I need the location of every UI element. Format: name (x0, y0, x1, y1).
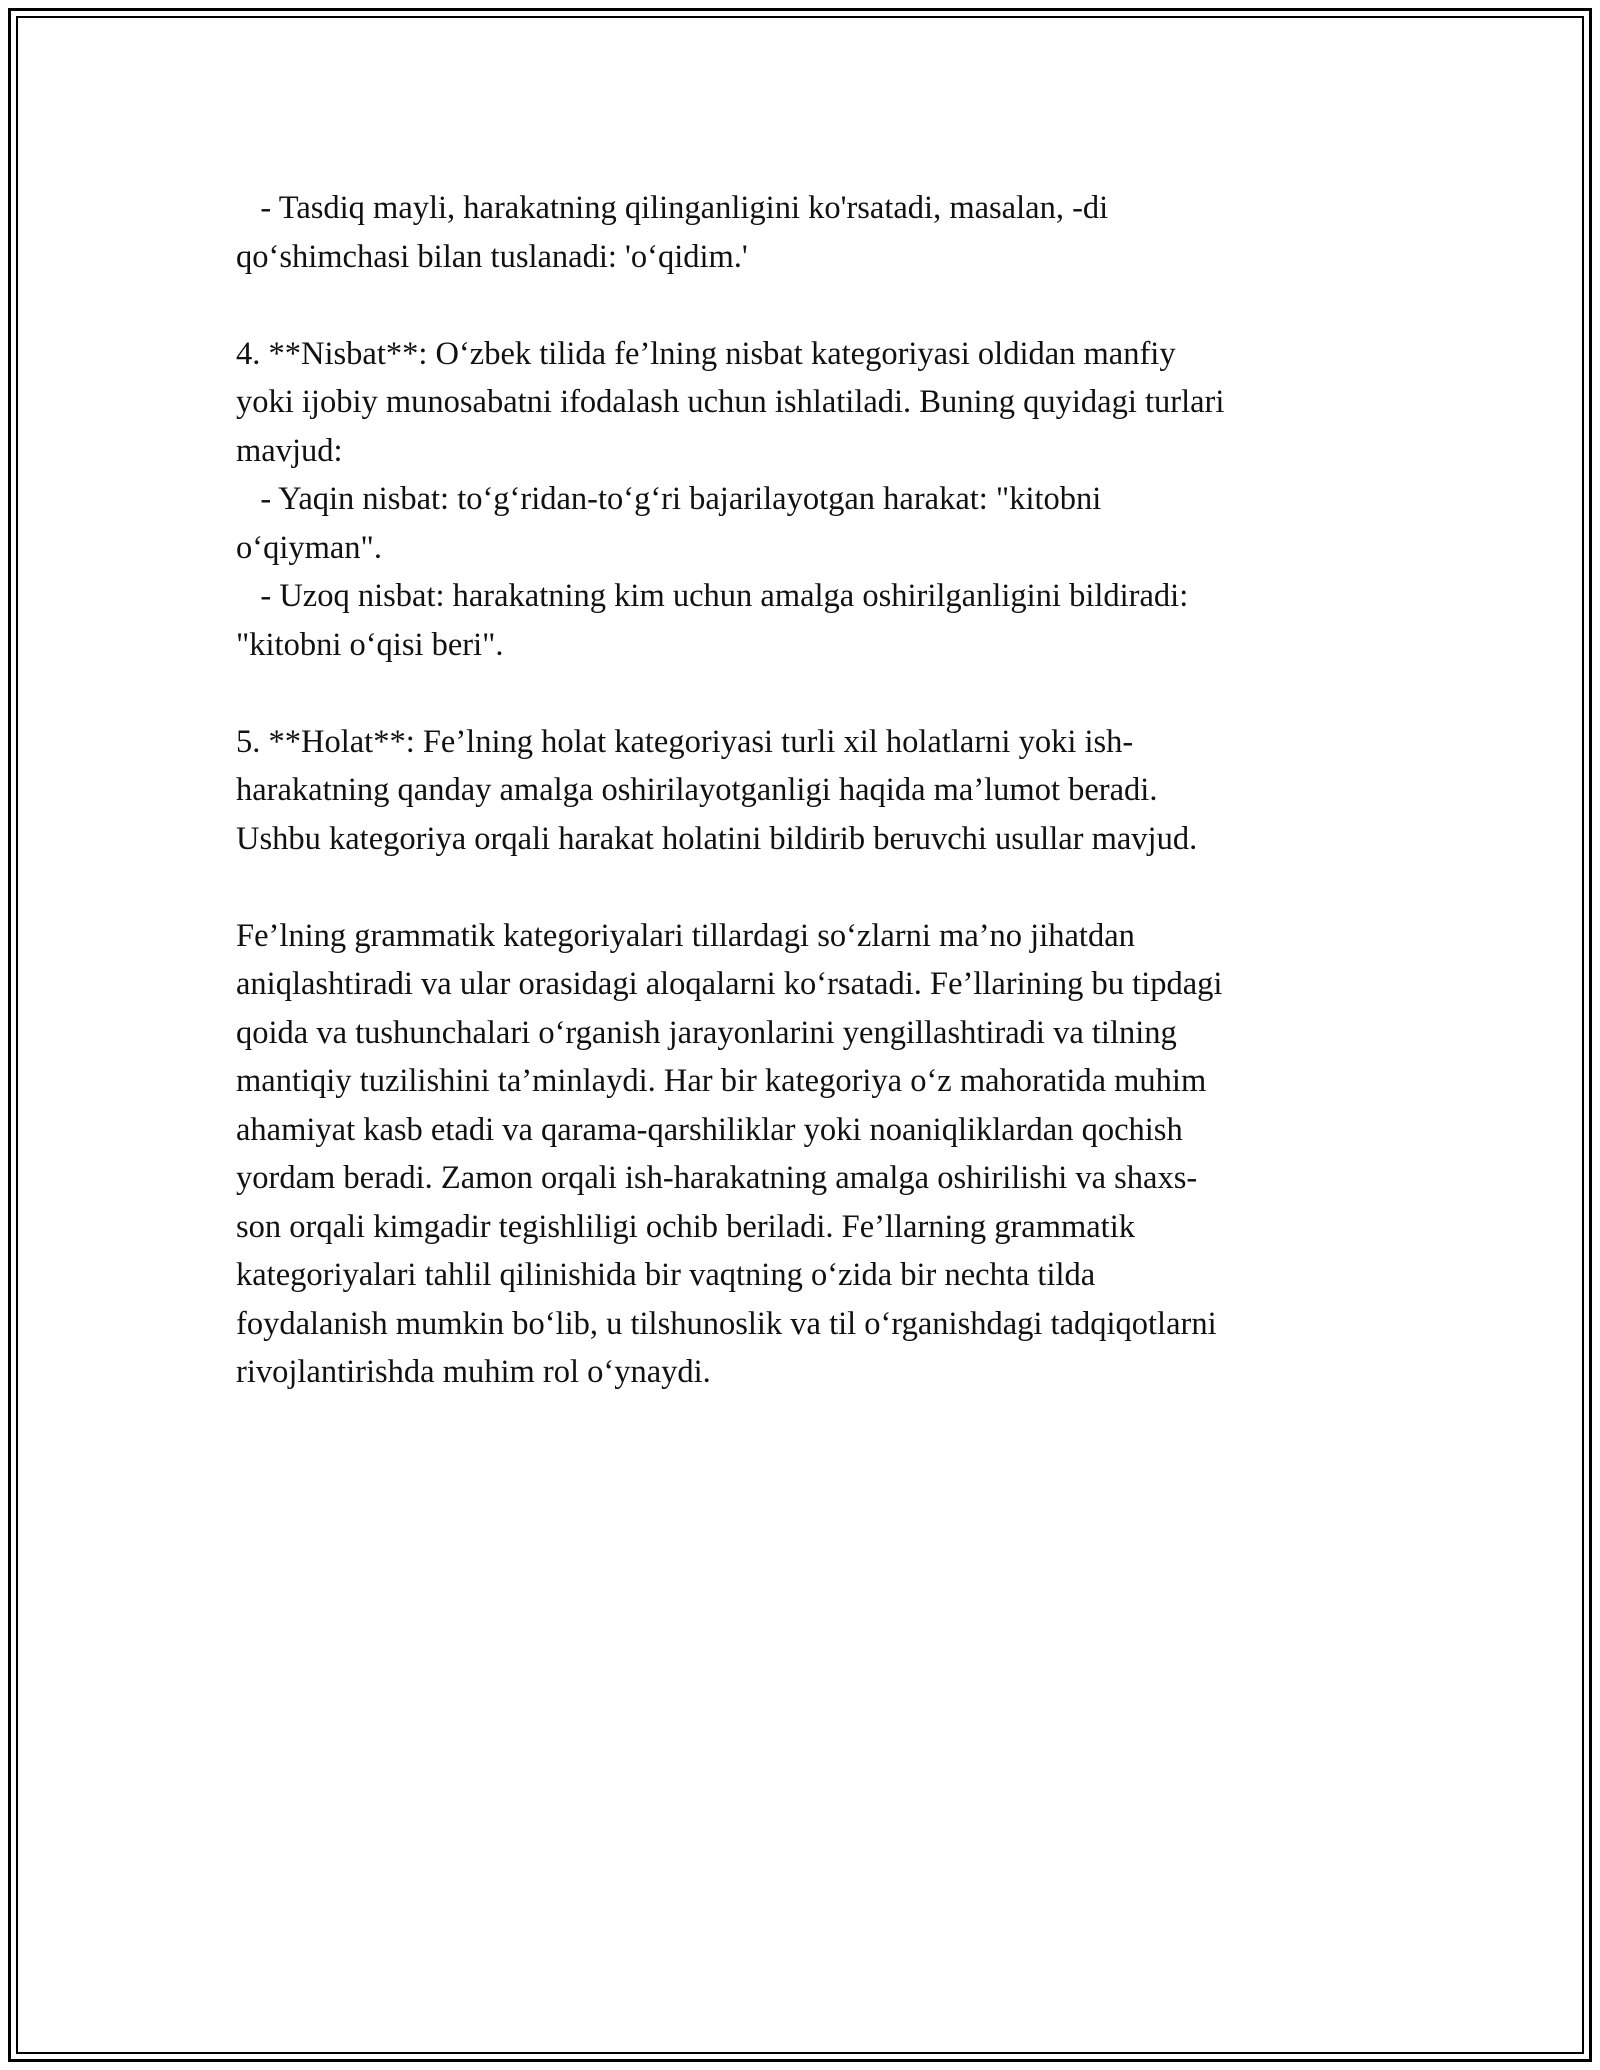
text-line: - Uzoq nisbat: harakatning kim uchun amalga oshirilganligini bildiradi: (236, 578, 1189, 614)
text-line: mantiqiy tuzilishini ta’minlaydi. Har bir kategoriya o‘z mahoratida muhim (236, 1063, 1207, 1099)
text-line: foydalanish mumkin bo‘lib, u tilshunoslik va til o‘rganishdagi tadqiqotlarni (236, 1305, 1217, 1342)
text-line: 4. **Nisbat**: O‘zbek tilida fe’lning nisbat kategoriyasi oldidan manfiy (236, 335, 1176, 372)
text-line: Fe’lning grammatik kategoriyalari tillardagi so‘zlarni ma’no jihatdan (236, 917, 1135, 954)
text-line: son orqali kimgadir tegishliligi ochib beriladi. Fe’llarning grammatik (236, 1208, 1135, 1245)
document-body (236, 184, 1386, 1397)
text-line: yordam beradi. Zamon orqali ish-harakatning amalga oshirilishi va shaxs- (236, 1160, 1198, 1196)
text-line: mavjud: (236, 432, 343, 469)
text-line: kategoriyalari tahlil qilinishida bir vaqtning o‘zida bir nechta tilda (236, 1257, 1096, 1293)
blank-line (236, 281, 1386, 330)
text-line: yoki ijobiy munosabatni ifodalash uchun ishlatiladi. Buning quyidagi turlari (236, 384, 1225, 420)
text-line: qoida va tushunchalari o‘rganish jarayonlarini yengillashtiradi va tilning (236, 1014, 1177, 1051)
text-line: - Yaqin nisbat: to‘g‘ridan-to‘g‘ri bajarilayotgan harakat: "kitobni (236, 481, 1102, 517)
text-line: rivojlantirishda muhim rol o‘ynaydi. (236, 1354, 711, 1390)
text-line: qo‘shimchasi bilan tuslanadi: 'o‘qidim.' (236, 238, 748, 275)
text-line: ahamiyat kasb etadi va qarama-qarshiliklar yoki noaniqliklardan qochish (236, 1111, 1183, 1148)
text-line: harakatning qanday amalga oshirilayotganligi haqida ma’lumot beradi. (236, 772, 1158, 808)
text-line: Ushbu kategoriya orqali harakat holatini bildirib beruvchi usullar mavjud. (236, 820, 1198, 857)
text-line: "kitobni o‘qisi beri". (236, 626, 504, 663)
blank-line (236, 863, 1386, 912)
blank-line (236, 669, 1386, 718)
text-line: o‘qiyman". (236, 529, 382, 566)
text-line: 5. **Holat**: Fe’lning holat kategoriyasi turli xil holatlarni yoki ish- (236, 723, 1134, 760)
text-line: - Tasdiq mayli, harakatning qilinganligini ko'rsatadi, masalan, -di (236, 190, 1109, 226)
text-line: aniqlashtiradi va ular orasidagi aloqalarni ko‘rsatadi. Fe’llarining bu tipdagi (236, 966, 1223, 1002)
